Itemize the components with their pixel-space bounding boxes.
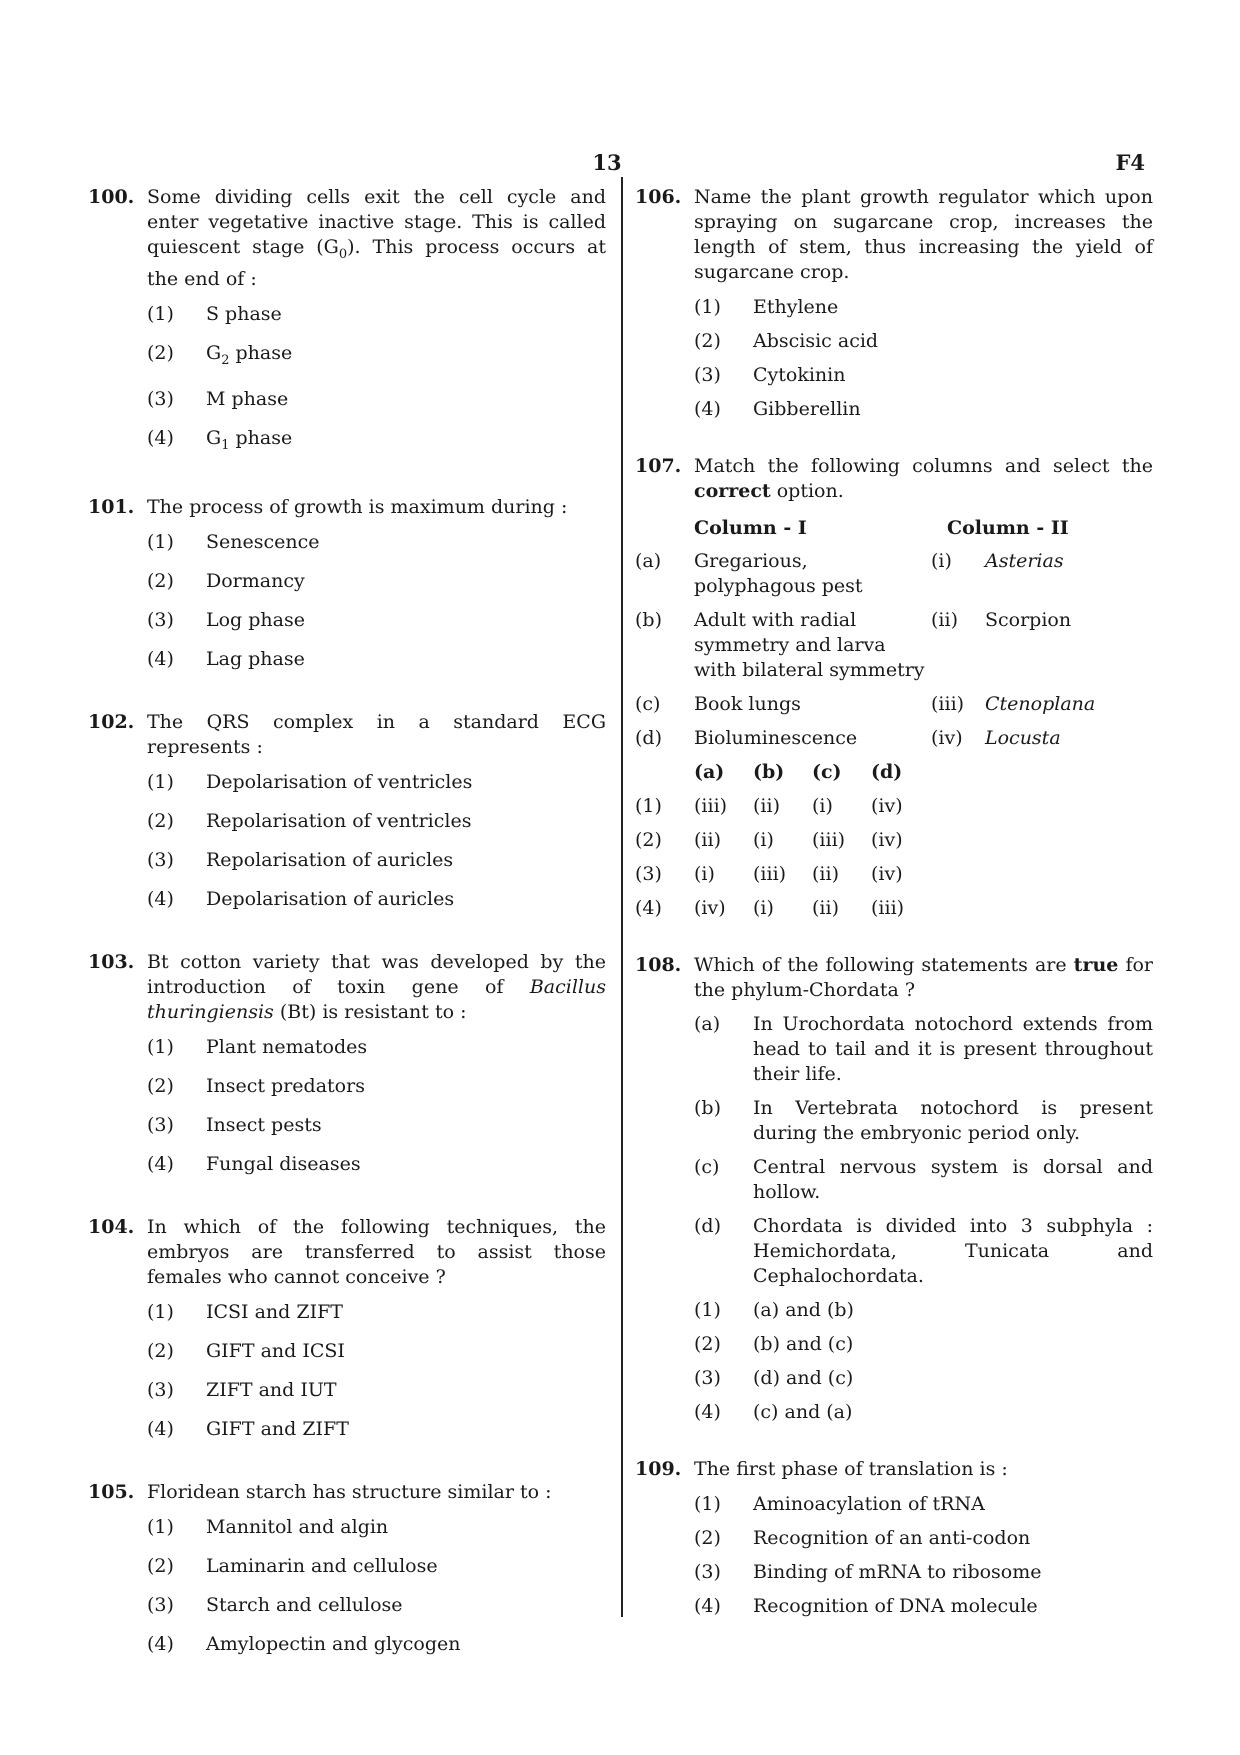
question-number: 107. [635, 455, 682, 477]
option-3[interactable]: (3) Repolarisation of auricles [147, 849, 454, 872]
option-1[interactable]: (1) Aminoacylation of tRNA [694, 1493, 985, 1515]
option-1[interactable]: (1) (a) and (b) [694, 1299, 854, 1321]
option-3[interactable]: (3) Cytokinin [694, 364, 846, 386]
options [694, 1298, 1153, 1425]
statement: (c) Central nervous system is dorsal and hollow. [694, 1156, 1153, 1203]
page-number: 13 [592, 150, 622, 175]
option-1[interactable]: (1) Ethylene [694, 296, 839, 318]
option-2[interactable]: (2) Insect predators [147, 1075, 365, 1098]
question-number: 105. [88, 1481, 135, 1504]
question-text: Which of the following statements are true for the phylum-Chordata ? [694, 954, 1153, 1001]
question-number: 102. [88, 711, 135, 734]
option-4[interactable]: (4) Amylopectin and glycogen [147, 1633, 461, 1656]
option-4[interactable]: (4) $G_1$ phase [147, 426, 293, 453]
question-103 [88, 950, 606, 1177]
option-4[interactable]: (4) GIFT and ZIFT [147, 1418, 349, 1441]
option-4[interactable]: (4) (c) and (a) [694, 1401, 853, 1423]
question-text: Some dividing cells exit the cell cycle and enter vegetative inactive stage. This is called quiescent stage $(G_0)$. This process occurs at the end of : [147, 186, 606, 290]
option-3[interactable]: (3) ZIFT and IUT [147, 1379, 337, 1402]
option-4[interactable]: (4) Gibberellin [694, 398, 861, 420]
question-100 [88, 185, 606, 457]
option-1[interactable]: (1) S phase [147, 302, 282, 325]
column-2-header: Column - II [947, 517, 1069, 539]
option-4[interactable]: (4) Fungal diseases [147, 1153, 361, 1176]
option-2[interactable]: (2) Dormancy [147, 570, 305, 593]
option-4[interactable]: (4) Lag phase [147, 648, 305, 671]
match-row: (c) Book lungs (iii) Ctenoplana [635, 693, 1096, 715]
question-number: 108. [635, 954, 682, 976]
question-text: Match the following columns and select the correct option. [694, 455, 1153, 502]
match-row: (d) Bioluminescence (iv) Locusta [635, 727, 1061, 749]
question-number: 103. [88, 951, 135, 974]
options [694, 295, 1153, 422]
option-1[interactable]: (1) Depolarisation of ventricles [147, 771, 473, 794]
question-107 [635, 454, 1153, 921]
left-column [88, 185, 606, 1695]
option-2[interactable]: (2) GIFT and ICSI [147, 1340, 345, 1363]
options [147, 1035, 606, 1177]
options [147, 302, 606, 458]
option-2[interactable]: (2) (ii) (i) (iii) (iv) [635, 829, 903, 851]
option-4[interactable]: (4) (iv) (i) (ii) (iii) [635, 897, 905, 919]
options [147, 1515, 606, 1657]
match-row: (b) Adult with radial symmetry and larva with bilateral symmetry (ii) Scorpion [635, 609, 1072, 681]
column-divider [621, 177, 623, 1617]
right-column [635, 185, 1153, 1657]
options [147, 770, 606, 912]
answer-grid-header: (a) (b) (c) (d) [694, 761, 903, 783]
option-1[interactable]: (1) Senescence [147, 531, 320, 554]
question-109 [635, 1457, 1153, 1619]
option-3[interactable]: (3) Starch and cellulose [147, 1594, 403, 1617]
option-3[interactable]: (3) Binding of mRNA to ribosome [694, 1561, 1042, 1583]
question-text: In which of the following techniques, the embryos are transferred to assist those females who cannot conceive ? [147, 1216, 606, 1289]
statement: (d) Chordata is divided into 3 subphyla : Hemichordata, Tunicata and Cephalochordata. [694, 1215, 1153, 1287]
match-table [635, 549, 1153, 921]
option-1[interactable]: (1) ICSI and ZIFT [147, 1301, 343, 1324]
statement: (b) In Vertebrata notochord is present during the embryonic period only. [694, 1097, 1153, 1144]
option-1[interactable]: (1) (iii) (ii) (i) (iv) [635, 795, 903, 817]
option-2[interactable]: (2) $G_2$ phase [147, 341, 293, 368]
question-text: The process of growth is maximum during : [147, 496, 568, 519]
option-2[interactable]: (2) Laminarin and cellulose [147, 1555, 438, 1578]
question-text: Floridean starch has structure similar to : [147, 1481, 552, 1504]
question-101 [88, 495, 606, 672]
option-3[interactable]: (3) Log phase [147, 609, 305, 632]
option-1[interactable]: (1) Plant nematodes [147, 1036, 368, 1059]
question-number: 106. [635, 186, 682, 208]
option-3[interactable]: (3) M phase [147, 387, 289, 410]
booklet-code: F4 [1115, 150, 1145, 175]
option-3[interactable]: (3) Insect pests [147, 1114, 322, 1137]
question-text: Name the plant growth regulator which upon spraying on sugarcane crop, increases the length of stem, thus increasing the yield of sugarcane crop. [694, 186, 1153, 283]
match-column-headers [694, 516, 1153, 541]
question-108 [635, 953, 1153, 1425]
options [147, 1300, 606, 1442]
question-104 [88, 1215, 606, 1442]
option-4[interactable]: (4) Recognition of DNA molecule [694, 1595, 1038, 1617]
question-text: Bt cotton variety that was developed by the introduction of toxin gene of Bacillus thuringiensis (Bt) is resistant to : [147, 951, 606, 1024]
option-2[interactable]: (2) Recognition of an anti-codon [694, 1527, 1031, 1549]
question-number: 109. [635, 1458, 682, 1480]
options [694, 1492, 1153, 1619]
options [147, 530, 606, 672]
question-105 [88, 1480, 606, 1657]
option-2[interactable]: (2) Abscisic acid [694, 330, 879, 352]
option-2[interactable]: (2) (b) and (c) [694, 1333, 854, 1355]
question-text: The first phase of translation is : [694, 1458, 1008, 1480]
question-number: 100. [88, 186, 135, 208]
question-number: 104. [88, 1216, 135, 1239]
option-1[interactable]: (1) Mannitol and algin [147, 1516, 389, 1539]
question-102 [88, 710, 606, 912]
option-3[interactable]: (3) (d) and (c) [694, 1367, 854, 1389]
question-106 [635, 185, 1153, 422]
column-1-header: Column - I [694, 517, 807, 539]
statements [694, 1012, 1153, 1289]
option-3[interactable]: (3) (i) (iii) (ii) (iv) [635, 863, 903, 885]
match-row: (a) Gregarious, polyphagous pest (i) Asterias [635, 550, 1064, 597]
option-2[interactable]: (2) Repolarisation of ventricles [147, 810, 472, 833]
statement: (a) In Urochordata notochord extends from head to tail and it is present throughout their life. [694, 1013, 1153, 1085]
option-4[interactable]: (4) Depolarisation of auricles [147, 888, 455, 911]
question-text: The QRS complex in a standard ECG represents : [147, 711, 606, 759]
question-number: 101. [88, 496, 135, 519]
